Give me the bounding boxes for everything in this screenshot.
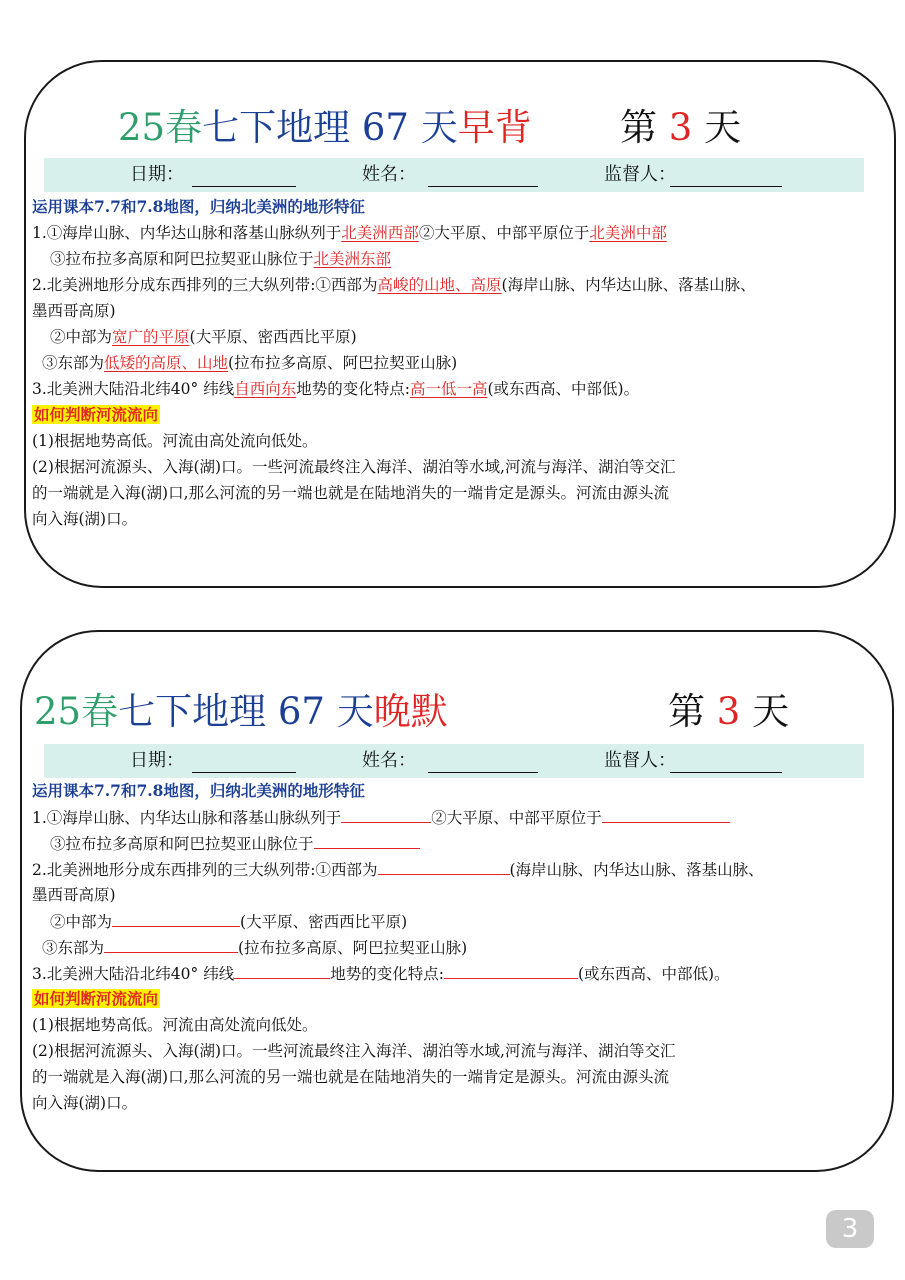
text-line: ③拉布拉多高原和阿巴拉契亚山脉位于 bbox=[32, 830, 764, 856]
card-body bbox=[32, 778, 764, 1116]
text-line: (1)根据地势高低。河流由高处流向低处。 bbox=[32, 1016, 318, 1034]
supervisor-label: 监督人： bbox=[604, 750, 676, 771]
answer: 高峻的山地、高原 bbox=[377, 276, 502, 294]
text-line: ③东部为 (拉布拉多高原、阿巴拉契亚山脉) bbox=[32, 934, 764, 960]
answer: 低矮的高原、山地 bbox=[104, 354, 229, 372]
answer: 北美洲东部 bbox=[313, 250, 392, 268]
evening-dictation-card bbox=[20, 630, 894, 1172]
answer: 高一低一高 bbox=[409, 380, 488, 398]
morning-recite-card bbox=[24, 60, 896, 588]
page-number-badge: 3 bbox=[826, 1210, 874, 1248]
answer: 北美洲西部 bbox=[341, 224, 419, 242]
answer-blank[interactable] bbox=[104, 934, 238, 953]
text-line: ②中部为宽广的平原(大平原、密西西比平原) bbox=[50, 328, 357, 346]
name-label: 姓名： bbox=[362, 164, 416, 185]
answer-blank[interactable] bbox=[378, 856, 510, 875]
date-label: 日期： bbox=[130, 750, 184, 771]
day-counter: 第 3 天 bbox=[620, 106, 742, 149]
answer-blank[interactable] bbox=[112, 908, 240, 927]
supervisor-blank[interactable] bbox=[670, 772, 782, 773]
text-line: (2)根据河流源头、入海(湖)口。一些河流最终注入海洋、湖泊等水域,河流与海洋、湖泊等交汇 bbox=[32, 1042, 676, 1060]
answer: 北美洲中部 bbox=[589, 224, 667, 242]
text-line: (2)根据河流源头、入海(湖)口。一些河流最终注入海洋、湖泊等水域,河流与海洋、湖泊等交汇 bbox=[32, 458, 676, 476]
text-line: 2.北美洲地形分成东西排列的三大纵列带:①西部为高峻的山地、高原(海岸山脉、内华达山脉、落基山脉、 bbox=[32, 276, 756, 294]
name-blank[interactable] bbox=[428, 772, 538, 773]
answer-blank[interactable] bbox=[314, 830, 420, 849]
answer-blank[interactable] bbox=[341, 804, 431, 823]
text-line: 3.北美洲大陆沿北纬40° 纬线 地势的变化特点: (或东西高、中部低)。 bbox=[32, 960, 764, 986]
text-line: (1)根据地势高低。河流由高处流向低处。 bbox=[32, 432, 318, 450]
supervisor-label: 监督人： bbox=[604, 164, 676, 185]
highlight-heading: 如何判断河流流向 bbox=[34, 405, 159, 424]
card-body bbox=[32, 194, 756, 532]
text-line: 1.①海岸山脉、内华达山脉和落基山脉纵列于 ②大平原、中部平原位于 bbox=[32, 804, 764, 830]
answer-blank[interactable] bbox=[444, 960, 578, 979]
card-title: 25春七下地理 67 天晚默 bbox=[34, 690, 448, 733]
card-title: 25春七下地理 67 天早背 bbox=[118, 106, 532, 149]
name-label: 姓名： bbox=[362, 750, 416, 771]
answer: 宽广的平原 bbox=[112, 328, 190, 346]
text-line: ②中部为 (大平原、密西西比平原) bbox=[32, 908, 764, 934]
name-blank[interactable] bbox=[428, 186, 538, 187]
supervisor-blank[interactable] bbox=[670, 186, 782, 187]
text-line: 2.北美洲地形分成东西排列的三大纵列带:①西部为 (海岸山脉、内华达山脉、落基山脉、 bbox=[32, 856, 764, 882]
text-line: ③东部为低矮的高原、山地(拉布拉多高原、阿巴拉契亚山脉) bbox=[42, 354, 458, 372]
text-line: 3.北美洲大陆沿北纬40° 纬线自西向东地势的变化特点:高一低一高(或东西高、中部低)。 bbox=[32, 380, 640, 398]
info-bar bbox=[44, 158, 864, 192]
text-line: ③拉布拉多高原和阿巴拉契亚山脉位于北美洲东部 bbox=[50, 250, 392, 268]
text-line: 的一端就是入海(湖)口,那么河流的另一端也就是在陆地消失的一端肯定是源头。河流由源头流 bbox=[32, 1068, 670, 1086]
section-heading: 运用课本7.7和7.8地图，归纳北美洲的地形特征 bbox=[32, 197, 365, 216]
text-line: 墨西哥高原) bbox=[32, 302, 116, 320]
text-line: 向入海(湖)口。 bbox=[32, 510, 138, 528]
info-bar bbox=[44, 744, 864, 778]
highlight-heading: 如何判断河流流向 bbox=[34, 989, 159, 1008]
text-line: 的一端就是入海(湖)口,那么河流的另一端也就是在陆地消失的一端肯定是源头。河流由源头流 bbox=[32, 484, 670, 502]
date-label: 日期： bbox=[130, 164, 184, 185]
day-counter: 第 3 天 bbox=[668, 690, 790, 733]
answer-blank[interactable] bbox=[602, 804, 730, 823]
section-heading: 运用课本7.7和7.8地图，归纳北美洲的地形特征 bbox=[32, 781, 365, 800]
answer: 自西向东 bbox=[234, 380, 297, 398]
date-blank[interactable] bbox=[192, 186, 296, 187]
text-line: 1.①海岸山脉、内华达山脉和落基山脉纵列于北美洲西部②大平原、中部平原位于北美洲中部 bbox=[32, 224, 667, 242]
date-blank[interactable] bbox=[192, 772, 296, 773]
answer-blank[interactable] bbox=[234, 960, 330, 979]
text-line: 向入海(湖)口。 bbox=[32, 1094, 138, 1112]
text-line: 墨西哥高原) bbox=[32, 886, 116, 904]
